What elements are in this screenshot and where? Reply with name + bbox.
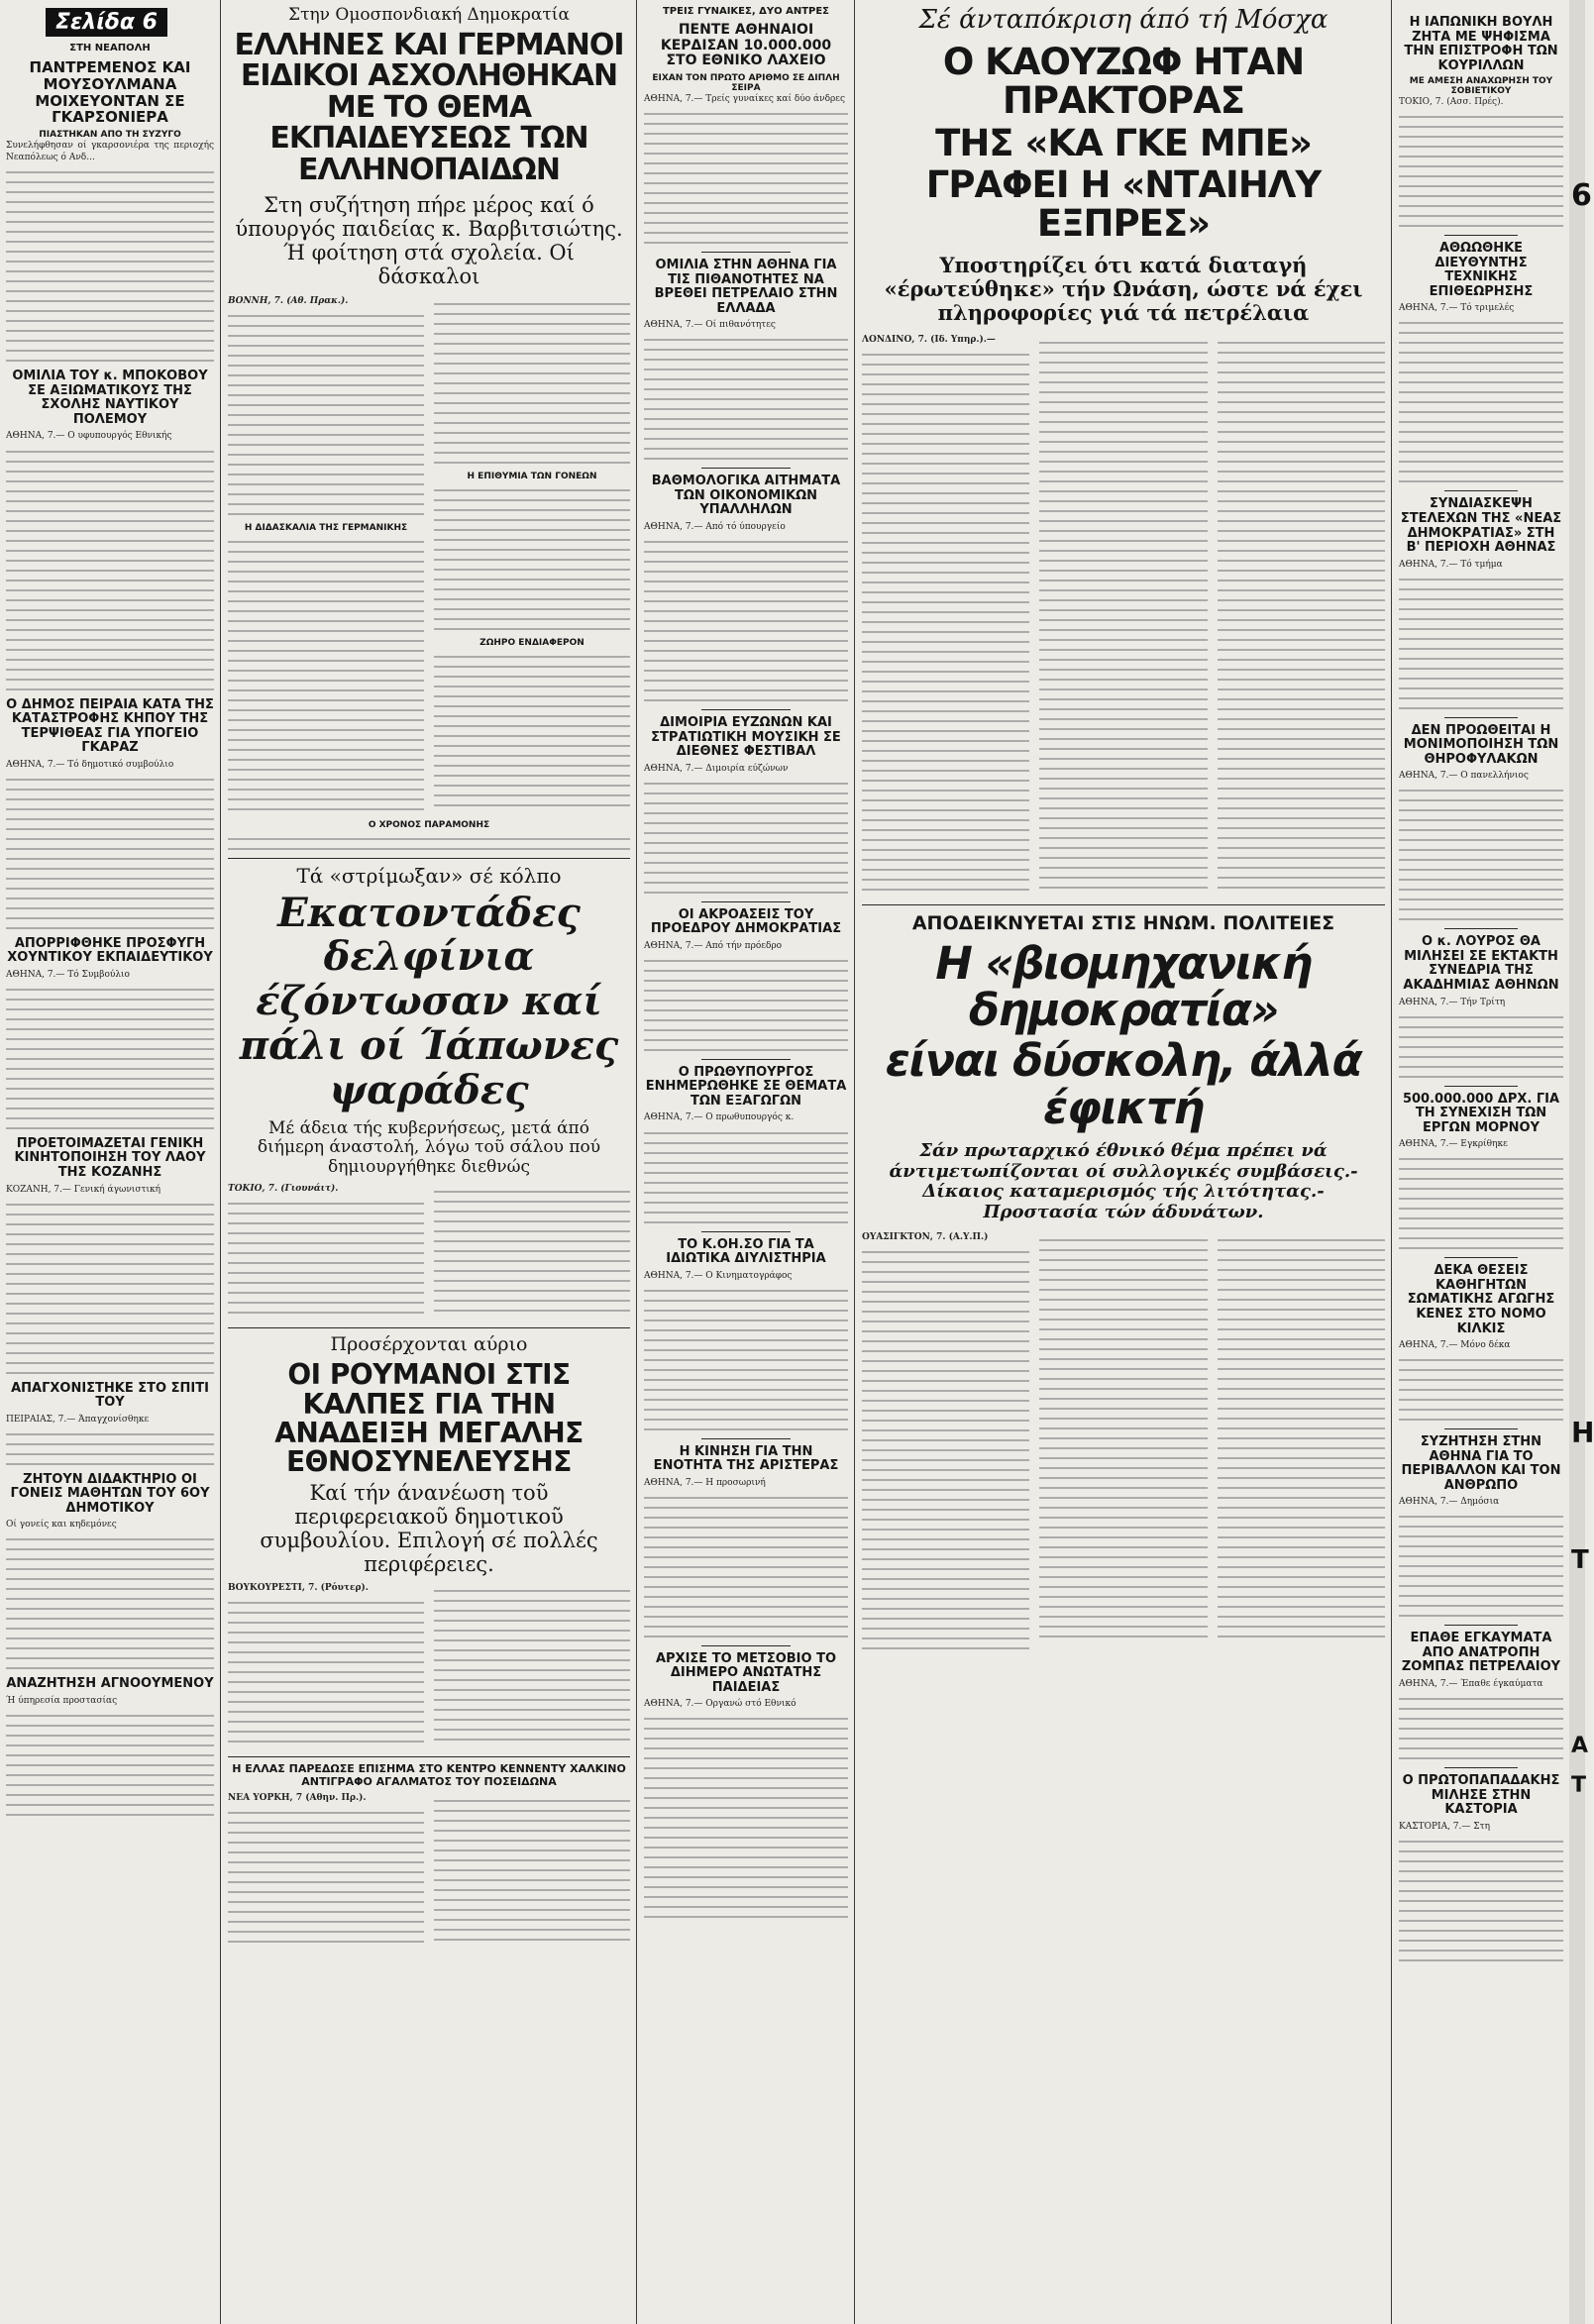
story-dateline: ΝΕΑ ΥΟΡΚΗ, 7 (Αθην. Πρ.).: [228, 1792, 367, 1803]
story-deck: Σάν πρωταρχικό έθνικό θέμα πρέπει νά άντιμετωπίζονται οί συλλογικές συμβάσεις.-Δίκαιος καταμερισμός τής λιτότητας.- Προστασία τών άδυνάτων.: [889, 1139, 1358, 1222]
story-lead: ΑΘΗΝΑ, 7.— Τήν Τρίτη: [1399, 997, 1506, 1007]
text-block: [228, 1812, 424, 1943]
story-industrial-democracy: [862, 913, 1385, 1657]
text-block: [1399, 1016, 1563, 1078]
story-lead: ΠΕΙΡΑΙΑΣ, 7.— Άπαγχονίσθηκε: [6, 1414, 150, 1425]
text-block: [6, 1204, 214, 1374]
text-block: [434, 1800, 630, 1941]
story-lead: ΑΘΗΝΑ, 7.— Τό τμήμα: [1399, 559, 1503, 570]
story-lead: ΑΘΗΝΑ, 7.— Από τήν πρόεδρο: [644, 940, 783, 951]
story-headline: ΠΕΝΤΕ ΑΘΗΝΑΙΟΙ ΚΕΡΔΙΣΑΝ 10.000.000 ΣΤΟ ΕΘΝΙΚΟ ΛΑΧΕΙΟ: [660, 22, 832, 69]
section-heading: ΖΩΗΡΟ ΕΝΔΙΑΦΕΡΟΝ: [479, 637, 584, 648]
text-block: [6, 989, 214, 1129]
story-headline: ΒΑΘΜΟΛΟΓΙΚΑ ΑΙΤΗΜΑΤΑ ΤΩΝ ΟΙΚΟΝΟΜΙΚΩΝ ΥΠΑΛΛΗΛΩΝ: [651, 474, 841, 518]
text-block: [1399, 116, 1563, 227]
text-block: [228, 1602, 424, 1743]
story-divider: [228, 858, 630, 859]
story-metsovio: [644, 1652, 848, 1919]
story-divider: [701, 1059, 792, 1060]
text-block: [6, 779, 214, 929]
story-kicker: Προσέρχονται αύριο: [330, 1333, 528, 1356]
text-block: [1399, 1698, 1563, 1759]
story-dateline: ΟΥΑΣΙΓΚΤΟΝ, 7. (Α.Υ.Π.): [862, 1231, 989, 1242]
story-deck: Μέ άδεια τής κυβερνήσεως, μετά άπό διήμερη άναστολή, λόγω τοῦ σάλου πού δημιουργήθηκε διεθνώς: [257, 1117, 601, 1177]
story-lead: ΑΘΗΝΑ, 7.— Εγκρίθηκε: [1399, 1139, 1508, 1150]
text-block: [228, 838, 630, 850]
story-kicker: ΤΡΕΙΣ ΓΥΝΑΙΚΕΣ, ΔΥΟ ΑΝΤΡΕΣ: [662, 6, 830, 17]
text-block: [1399, 1158, 1563, 1249]
story-divider: [1444, 717, 1517, 718]
story-divider: [701, 1438, 792, 1439]
story-refineries: [644, 1238, 848, 1430]
story-divider: [228, 1756, 630, 1757]
story-headline: ΖΗΤΟΥΝ ΔΙΔΑΚΤΗΡΙΟ ΟΙ ΓΟΝΕΙΣ ΜΑΘΗΤΩΝ ΤΟΥ 6ΟΥ ΔΗΜΟΤΙΚΟΥ: [10, 1471, 210, 1516]
text-block: [1399, 790, 1563, 920]
story-mornos: [1399, 1093, 1563, 1250]
story-lead: ΑΘΗΝΑ, 7.— Ο υφυπουργός Εθνικής: [6, 431, 172, 442]
page-number-badge: Σελίδα 6: [46, 8, 167, 37]
story-japan-kuril: [1399, 16, 1563, 227]
story-divider: [701, 709, 792, 710]
story-headline: ΟΜΙΛΙΑ ΤΟΥ κ. ΜΠΟΚΟΒΟΥ ΣΕ ΑΞΙΩΜΑΤΙΚΟΥΣ ΤΗΣ ΣΧΟΛΗΣ ΝΑΥΤΙΚΟΥ ΠΟΛΕΜΟΥ: [12, 369, 208, 427]
text-block: [644, 541, 848, 701]
story-divider: [1444, 1767, 1517, 1768]
text-block: [1399, 1359, 1563, 1421]
story-divider: [1444, 490, 1517, 491]
text-block: [644, 960, 848, 1051]
column-rule: [1391, 0, 1392, 2324]
story-deck: Υποστηρίζει ότι κατά διαταγή «έρωτεύθηκε» τήν Ωνάση, ώστε νά έχει πληροφορίες γιά τά πετρέλαια: [884, 253, 1363, 326]
story-kozani: [6, 1137, 214, 1374]
text-block: [434, 656, 630, 806]
story-headline: ΑΠΑΓΧΟΝΙΣΤΗΚΕ ΣΤΟ ΣΠΙΤΙ ΤΟΥ: [11, 1380, 209, 1411]
story-acquitted: [1399, 242, 1563, 482]
story-headline: ΑΘΩΩΘΗΚΕ ΔΙΕΥΘΥΝΤΗΣ ΤΕΧΝΙΚΗΣ ΕΠΙΘΕΩΡΗΣΗΣ: [1429, 241, 1534, 299]
story-lead: ΑΘΗΝΑ, 7.— Τό δημοτικό συμβούλιο: [6, 759, 174, 770]
text-block: [1218, 342, 1385, 889]
text-block: [434, 1590, 630, 1741]
column-4: [856, 0, 1391, 2324]
story-piraeus: [6, 698, 214, 929]
story-headline: ΠΡΟΕΤΟΙΜΑΖΕΤΑΙ ΓΕΝΙΚΗ ΚΙΝΗΤΟΠΟΙΗΣΗ ΤΟΥ ΛΑΟΥ ΤΗΣ ΚΟΖΑΝΗΣ: [14, 1135, 206, 1180]
story-lead: ΑΘΗΝΑ, 7.— Οί πιθανότητες: [644, 320, 776, 331]
story-divider: [1444, 1086, 1517, 1087]
story-education-germany: [228, 6, 630, 850]
story-lead: ΑΘΗΝΑ, 7.— Από τό ύπουργείο: [644, 521, 786, 532]
story-louros: [1399, 935, 1563, 1077]
text-block: [228, 541, 424, 810]
text-block: [1399, 322, 1563, 482]
story-divider: [701, 1231, 792, 1232]
story-lead: Οί γονείς και κηδεμόνες: [6, 1520, 117, 1531]
story-headline: ΕΠΑΘΕ ΕΓΚΑΥΜΑΤΑ ΑΠΟ ΑΝΑΤΡΟΠΗ ΖΟΜΠΑΣ ΠΕΤΡΕΛΑΙΟΥ: [1401, 1631, 1561, 1675]
story-kicker: ΣΤΗ ΝΕΑΠΟΛΗ: [69, 43, 151, 53]
text-block: [862, 354, 1029, 891]
story-headline: ΔΕΝ ΠΡΟΩΘΕΙΤΑΙ Η ΜΟΝΙΜΟΠΟΙΗΣΗ ΤΩΝ ΘΗΡΟΦΥΛΑΚΩΝ: [1403, 722, 1559, 767]
story-lead: ΚΑΣΤΟΡΙΑ, 7.— Στη: [1399, 1821, 1490, 1832]
text-block: [228, 1203, 424, 1314]
text-block: [644, 783, 848, 894]
story-burns: [1399, 1632, 1563, 1759]
text-block: [1399, 579, 1563, 709]
story-headline: ΔΕΚΑ ΘΕΣΕΙΣ ΚΑΘΗΓΗΤΩΝ ΣΩΜΑΤΙΚΗΣ ΑΓΩΓΗΣ ΚΕΝΕΣ ΣΤΟ ΝΟΜΟ ΚΙΛΚΙΣ: [1407, 1263, 1555, 1336]
text-block: [1039, 342, 1207, 889]
column-rule: [854, 0, 855, 2324]
story-headline-line2: είναι δύσκολη, άλλά έφικτή: [885, 1034, 1362, 1134]
text-block: [228, 315, 424, 515]
story-left-unity: [644, 1445, 848, 1637]
story-divider: [1444, 1257, 1517, 1258]
story-divider: [1444, 928, 1517, 929]
column-rule: [636, 0, 637, 2324]
text-block: [644, 339, 848, 460]
section-heading: Η ΕΠΙΘΥΜΙΑ ΤΩΝ ΓΟΝΕΩΝ: [467, 471, 597, 481]
story-dateline: ΛΟΝΔΙΝΟ, 7. (Ιδ. Υπηρ.).—: [862, 334, 996, 345]
text-block: [644, 1718, 848, 1918]
story-headline: Ο ΠΡΩΘΥΠΟΥΡΓΟΣ ΕΝΗΜΕΡΩΘΗΚΕ ΣΕ ΘΕΜΑΤΑ ΤΩΝ ΕΞΑΓΩΓΩΝ: [645, 1064, 847, 1109]
story-school: [6, 1473, 214, 1670]
text-block: [6, 1538, 214, 1669]
story-headline: ΟΜΙΛΙΑ ΣΤΗΝ ΑΘΗΝΑ ΓΙΑ ΤΙΣ ΠΙΘΑΝΟΤΗΤΕΣ ΝΑ ΒΡΕΘΕΙ ΠΕΤΡΕΛΑΙΟ ΣΤΗΝ ΕΛΛΑΔΑ: [654, 258, 838, 316]
story-headline: ΕΛΛΗΝΕΣ ΚΑΙ ΓΕΡΜΑΝΟΙ ΕΙΔΙΚΟΙ ΑΣΧΟΛΗΘΗΚΑΝ ΜΕ ΤΟ ΘΕΜΑ ΕΚΠΑΙΔΕΥΣΕΩΣ ΤΩΝ ΕΛΛΗΝΟΠΑΙΔΩΝ: [234, 27, 624, 187]
story-headline: Ο κ. ΛΟΥΡΟΣ ΘΑ ΜΙΛΗΣΕΙ ΣΕ ΕΚΤΑΚΤΗ ΣΥΝΕΔΡΙΑ ΤΗΣ ΑΚΑΔΗΜΙΑΣ ΑΘΗΝΩΝ: [1403, 934, 1559, 994]
story-divider: [701, 901, 792, 902]
story-deck: Στη συζήτηση πήρε μέρος καί ό ύπουργός παιδείας κ. Βαρβιτσιώτης. Ή φοίτηση στά σχολεία. Οί δάσκαλοι: [235, 193, 623, 289]
text-block: [1399, 1841, 1563, 1961]
story-missing: [6, 1677, 214, 1816]
story-kicker: Στην Ομοσπονδιακή Δημοκρατία: [288, 5, 570, 25]
story-headline: ΑΡΧΙΣΕ ΤΟ ΜΕΤΣΟΒΙΟ ΤΟ ΔΙΗΜΕΡΟ ΑΝΩΤΑΤΗΣ ΠΑΙΔΕΙΑΣ: [655, 1650, 837, 1695]
story-lottery: [644, 6, 848, 244]
story-hanging: [6, 1382, 214, 1465]
story-divider: [1444, 1625, 1517, 1626]
story-headline: Εκατοντάδες δελφίνια έζόντωσαν καί πάλι οί Ίάπωνες ψαράδες: [239, 889, 619, 1113]
story-headline: 500.000.000 ΔΡΧ. ΓΙΑ ΤΗ ΣΥΝΕΧΙΣΗ ΤΩΝ ΕΡΓΩΝ ΜΟΡΝΟΥ: [1402, 1091, 1560, 1135]
story-dateline: ΒΟΝΝΗ, 7. (Αθ. Πρακ.).: [228, 295, 349, 306]
story-appeal: [6, 937, 214, 1129]
story-divider: [228, 1327, 630, 1328]
story-nea-polis: [6, 43, 214, 362]
story-subhead: ΠΙΑΣΤΗΚΑΝ ΑΠΟ ΤΗ ΣΥΖΥΓΟ: [39, 130, 181, 141]
story-headline-line1: Ο ΚΑΟΥΖΩΦ ΗΤΑΝ ΠΡΑΚΤΟΡΑΣ: [942, 40, 1305, 122]
story-headline: Η ΙΑΠΩΝΙΚΗ ΒΟΥΛΗ ΖΗΤΑ ΜΕ ΨΗΦΙΣΜΑ ΤΗΝ ΕΠΙΣΤΡΟΦΗ ΤΩΝ ΚΟΥΡΙΛΛΩΝ: [1404, 15, 1558, 73]
story-lead: ΑΘΗΝΑ, 7.— Διμοιρία εύζώνων: [644, 763, 789, 774]
story-headline: ΟΙ ΡΟΥΜΑΝΟΙ ΣΤΙΣ ΚΑΛΠΕΣ ΓΙΑ ΤΗΝ ΑΝΑΔΕΙΞΗ ΜΕΓΑΛΗΣ ΕΘΝΟΣΥΝΕΛΕΥΣΗΣ: [274, 1358, 584, 1479]
text-block: [644, 1497, 848, 1637]
text-block: [644, 113, 848, 244]
story-dateline: ΤΟΚΙΟ, 7. (Γιουνάιτ).: [228, 1184, 339, 1195]
text-block: [6, 1433, 214, 1465]
story-headline: ΠΑΝΤΡΕΜΕΝΟΣ ΚΑΙ ΜΟΥΣΟΥΛΜΑΝΑ ΜΟΙΧΕΥΟΝΤΑΝ ΣΕ ΓΚΑΡΣΟΝΙΕΡΑ: [29, 58, 191, 127]
column-1: [0, 0, 220, 2324]
story-lead: Συνελήφθησαν οί γκαρσονιέρα της περιοχής Νεαπόλεως ό Ανδ...: [6, 141, 214, 163]
story-headline-line3: ΓΡΑΦΕΙ Η «ΝΤΑΙΗΛΥ ΕΞΠΡΕΣ»: [925, 163, 1322, 246]
text-block: [644, 1290, 848, 1430]
story-divider: [1444, 235, 1517, 236]
column-5: [1393, 0, 1569, 2324]
story-headline: Η ΚΙΝΗΣΗ ΓΙΑ ΤΗΝ ΕΝΟΤΗΤΑ ΤΗΣ ΑΡΙΣΤΕΡΑΣ: [653, 1443, 839, 1474]
text-block: [6, 171, 214, 362]
story-lead: ΑΘΗΝΑ, 7.— Ο πρωθυπουργός κ.: [644, 1112, 795, 1123]
story-kicker: Τά «στρίμωξαν» σέ κόλπο: [296, 863, 562, 888]
text-block: [434, 1191, 630, 1312]
story-romania: [228, 1334, 630, 1750]
story-lead: ΑΘΗΝΑ, 7.— Τρείς γυναίκες καί δύο άνδρες: [644, 94, 845, 105]
text-block: [644, 1132, 848, 1223]
story-dateline: ΒΟΥΚΟΥΡΕΣΤΙ, 7. (Ρόυτερ).: [228, 1583, 369, 1594]
story-kicker: ΑΠΟΔΕΙΚΝΥΕΤΑΙ ΣΤΙΣ ΗΝΩΜ. ΠΟΛΙΤΕΙΕΣ: [911, 911, 1335, 934]
story-divider: [701, 252, 792, 253]
text-block: [862, 1251, 1029, 1649]
story-kaouzof: [862, 6, 1385, 898]
story-lead: ΑΘΗΝΑ, 7.— Οργανώ στό Εθνικό: [644, 1699, 797, 1710]
story-headline: ΑΝΑΖΗΤΗΣΗ ΑΓΝΟΟΥΜΕΝΟΥ: [6, 1676, 214, 1692]
adjacent-page-edge: 6 Η Τ Α Τ: [1569, 0, 1585, 2324]
column-3: [638, 0, 854, 2324]
story-headline-line2: ΤΗΣ «ΚΑ ΓΚΕ ΜΠΕ»: [935, 121, 1312, 164]
text-block: [434, 489, 630, 630]
story-headline: ΑΠΟΡΡΙΦΘΗΚΕ ΠΡΟΣΦΥΓΗ ΧΟΥΝΤΙΚΟΥ ΕΚΠΑΙΔΕΥΤΙΚΟΥ: [7, 935, 213, 966]
story-headline-line1: Η «βιομηχανική δημοκρατία»: [935, 936, 1312, 1037]
text-block: [434, 303, 630, 464]
text-block: [1399, 1516, 1563, 1617]
story-divider: [701, 468, 792, 469]
story-lead: Ή ύπηρεσία προστασίας: [6, 1695, 118, 1706]
story-pm-exports: [644, 1066, 848, 1223]
story-lead: ΑΘΗΝΑ, 7.— Τό τριμελές: [1399, 303, 1515, 314]
story-lead: ΑΘΗΝΑ, 7.— Έπαθε έγκαύματα: [1399, 1678, 1543, 1689]
story-president: [644, 908, 848, 1051]
story-lead: ΤΟΚΙΟ, 7. (Ασσ. Πρές).: [1399, 97, 1504, 108]
story-headline: ΟΙ ΑΚΡΟΑΣΕΙΣ ΤΟΥ ΠΡΟΕΔΡΟΥ ΔΗΜΟΚΡΑΤΙΑΣ: [650, 906, 842, 937]
column-rule: [220, 0, 221, 2324]
story-dolphins: [228, 865, 630, 1322]
story-lead: ΑΘΗΝΑ, 7.— Ο πανελλήνιος: [1399, 771, 1529, 782]
story-lead: ΑΘΗΝΑ, 7.— Μόνο δέκα: [1399, 1340, 1511, 1351]
section-heading: Η ΔΙΔΑΣΚΑΛΙΑ ΤΗΣ ΓΕΡΜΑΝΙΚΗΣ: [244, 522, 408, 533]
story-oil: [644, 259, 848, 460]
story-headline: ΤΟ Κ.ΟΗ.ΣΟ ΓΙΑ ΤΑ ΙΔΙΩΤΙΚΑ ΔΙΥΛΙΣΤΗΡΙΑ: [666, 1236, 826, 1267]
text-block: [1218, 1239, 1385, 1637]
story-headline: ΣΥΖΗΤΗΣΗ ΣΤΗΝ ΑΘΗΝΑ ΓΙΑ ΤΟ ΠΕΡΙΒΑΛΛΟΝ ΚΑΙ ΤΟΝ ΑΝΘΡΩΠΟ: [1401, 1434, 1561, 1493]
story-poseidon: [228, 1763, 630, 1951]
text-block: [6, 451, 214, 690]
story-subhead: ΕΙΧΑΝ ΤΟΝ ΠΡΩΤΟ ΑΡΙΘΜΟ ΣΕ ΔΙΠΛΗ ΣΕΙΡΑ: [652, 73, 840, 94]
story-environment: [1399, 1435, 1563, 1617]
story-kilkis: [1399, 1264, 1563, 1421]
story-lead: ΑΘΗΝΑ, 7.— Ο Κινηματογράφος: [644, 1270, 793, 1281]
column-2: [222, 0, 636, 2324]
story-headline: Ο ΠΡΩΤΟΠΑΠΑΔΑΚΗΣ ΜΙΛΗΣΕ ΣΤΗΝ ΚΑΣΤΟΡΙΑ: [1402, 1773, 1560, 1818]
story-kicker: Σέ άνταπόκριση άπό τή Μόσχα: [918, 5, 1328, 35]
story-kastoria: [1399, 1774, 1563, 1961]
story-deck: Καί τήν άνανέωση τοῦ περιφερειακοῦ δημοτικοῦ συμβουλίου. Επιλογή σέ πολλές περιφέρειες.: [260, 1480, 598, 1577]
story-festival: [644, 716, 848, 894]
story-headline: ΣΥΝΔΙΑΣΚΕΨΗ ΣΤΕΛΕΧΩΝ ΤΗΣ «ΝΕΑΣ ΔΗΜΟΚΡΑΤΙΑΣ» ΣΤΗ Β' ΠΕΡΙΟΧΗ ΑΘΗΝΑΣ: [1400, 496, 1562, 556]
story-speech: [6, 370, 214, 689]
story-divider: [1444, 1428, 1517, 1429]
story-employees: [644, 475, 848, 701]
story-headline: ΔΙΜΟΙΡΙΑ ΕΥΖΩΝΩΝ ΚΑΙ ΣΤΡΑΤΙΩΤΙΚΗ ΜΟΥΣΙΚΗ ΣΕ ΔΙΕΘΝΕΣ ΦΕΣΤΙΒΑΛ: [651, 714, 841, 760]
text-block: [6, 1715, 214, 1816]
story-divider: [862, 904, 1385, 905]
story-lead: ΑΘΗΝΑ, 7.— Τό Συμβούλιο: [6, 969, 130, 980]
story-lead: ΑΘΗΝΑ, 7.— Η προσωρινή: [644, 1477, 766, 1488]
story-headline: Η ΕΛΛΑΣ ΠΑΡΕΔΩΣΕ ΕΠΙΣΗΜΑ ΣΤΟ ΚΕΝΤΡΟ ΚΕΝΝΕΝΤΥ ΧΑΛΚΙΝΟ ΑΝΤΙΓΡΑΦΟ ΑΓΑΛΜΑΤΟΣ ΤΟΥ ΠΟΣΕΙΔΩΝΑ: [232, 1762, 626, 1788]
story-gamekeepers: [1399, 724, 1563, 921]
section-heading: Ο ΧΡΟΝΟΣ ΠΑΡΑΜΟΝΗΣ: [368, 819, 490, 830]
story-lead: ΑΘΗΝΑ, 7.— Δημόσια: [1399, 1497, 1500, 1508]
story-headline: Ο ΔΗΜΟΣ ΠΕΙΡΑΙΑ ΚΑΤΑ ΤΗΣ ΚΑΤΑΣΤΡΟΦΗΣ ΚΗΠΟΥ ΤΗΣ ΤΕΡΨΙΘΕΑΣ ΓΙΑ ΥΠΟΓΕΙΟ ΓΚΑΡΑΖ: [6, 696, 214, 756]
text-block: [1039, 1239, 1207, 1637]
story-lead: ΚΟΖΑΝΗ, 7.— Γενική άγωνιστική: [6, 1184, 160, 1195]
story-divider: [701, 1645, 792, 1646]
story-subhead: ΜΕ ΑΜΕΣΗ ΑΝΑΧΩΡΗΣΗ ΤΟΥ ΣΟΒΙΕΤΙΚΟΥ: [1409, 76, 1553, 97]
story-nd-conference: [1399, 497, 1563, 708]
